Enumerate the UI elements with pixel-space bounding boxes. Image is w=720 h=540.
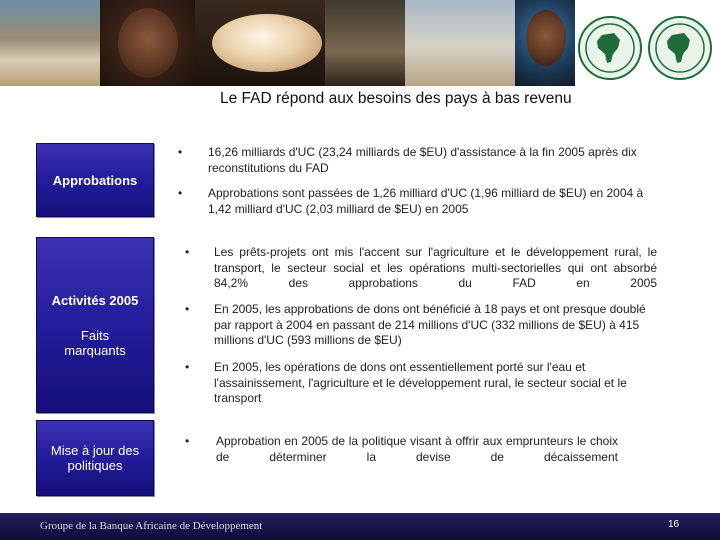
bullet-text-approbations-2: Approbations sont passées de 1,26 milliard d'UC (1,96 milliard de $EU) en 2004 à 1,42 milliard d'UC (2,03 milliard de $EU) en 2005 [208,186,644,216]
bullet-icon: • [178,186,183,200]
banner-photo-town [405,0,515,86]
section-label-politiques: Mise à jour des politiques [50,443,140,473]
cowrie-shell [212,14,322,72]
bullet-icon: • [185,434,190,448]
woman-face [526,10,566,66]
logos [578,8,718,82]
footer-bar [0,513,720,540]
bullet-text-activites-3: En 2005, les opérations de dons ont essentiellement porté sur l'eau et l'assainissement, l'agriculture et le développement rural, le secteur social et le transport [214,360,627,405]
section-label-approbations: Approbations [52,173,138,188]
bullet-text-politiques-1: Approbation en 2005 de la politique visant à offrir aux emprunteurs le choix de déterminer la devise de décaissement [216,434,618,464]
bullet-text-approbations-1: 16,26 milliards d'UC (23,24 milliards de $EU) d'assistance à la fin 2005 après dix reconstitutions du FAD [208,145,637,175]
section-box-approbations [36,143,154,217]
bullet-text-activites-1: Les prêts-projets ont mis l'accent sur l'agriculture et le développement rural, le transport, le secteur social et les opérations multi-sectorielles qui ont absorbé 84,2% des approbations du FAD en 2005 [214,245,657,290]
page-number: 16 [668,519,680,530]
bullet-icon: • [178,145,183,159]
section-box-activites [36,237,154,413]
bullet-icon: • [185,245,190,259]
bullet-icon: • [185,302,190,316]
banner-photo-landscape [0,0,100,86]
section-label-activites: Activités 2005 [51,293,139,308]
section-label-faits-marquants: Faits marquants [64,328,126,358]
afdb-logo-icon [648,16,712,80]
bullet-icon: • [185,360,190,374]
afdb-logo-icon [578,16,642,80]
slide-title: Le FAD répond aux besoins des pays à bas revenu [220,90,572,107]
banner-photo-worker [325,0,405,86]
footer-organization: Groupe de la Banque Africaine de Développement [40,520,263,532]
section-box-politiques [36,420,154,496]
child-face [118,8,178,78]
photo-banner [0,0,720,86]
bullet-text-activites-2: En 2005, les approbations de dons ont bénéficié à 18 pays et ont presque doublé par rapport à 2004 en passant de 214 millions d'UC (332 millions de $EU) à 415 millions d'UC (593 millions de $EU) [214,302,646,347]
